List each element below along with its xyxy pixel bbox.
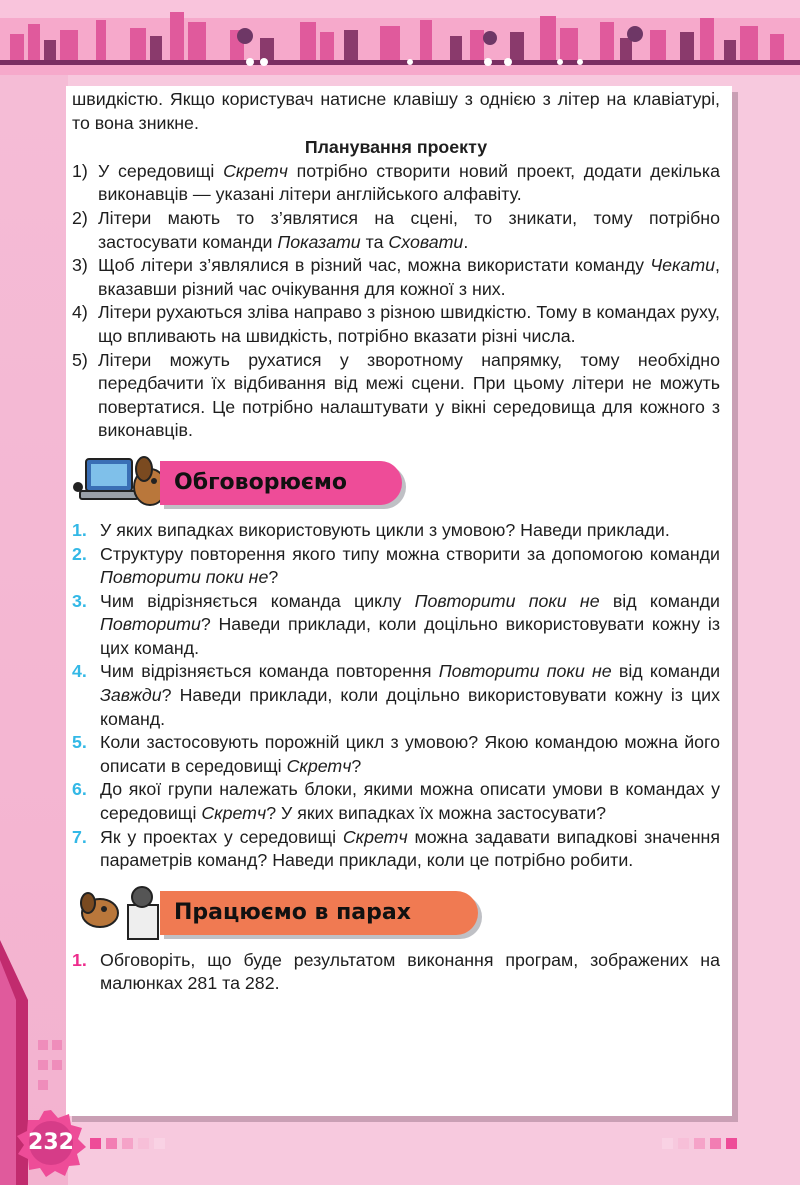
- city-skyline-banner: [0, 0, 800, 75]
- intro-paragraph: швидкістю. Якщо користувач натисне клавішу з однією з літер на клавіатурі, то вона зникне.: [72, 89, 720, 133]
- planning-item: 4) Літери рухаються зліва направо з різною швидкістю. Тому в командах руху, що впливають на швидкість, потрібно вказати різні числа.: [72, 302, 720, 346]
- planning-item: 3) Щоб літери з’являлися в різний час, можна використати команду Чекати, вказавши різний час очікування для кожної з них.: [72, 255, 720, 299]
- discuss-item: 2. Структуру повторення якого типу можна створити за допомогою команди Повторити поки не?: [72, 543, 720, 588]
- planning-item: 1) У середовищі Скретч потрібно створити новий проект, додати декілька виконавців — указані літери англійського алфавіту.: [72, 160, 720, 205]
- discuss-item: 1. У яких випадках використовують цикли з умовою? Наведи приклади.: [72, 519, 670, 540]
- planning-list: [72, 160, 720, 443]
- discuss-item: 6. До якої групи належать блоки, якими можна описати умови в командах у середовищі Скретч? У яких випадках їх можна застосувати?: [72, 779, 720, 824]
- discuss-item: 3. Чим відрізняється команда циклу Повторити поки не від команди Повторити? Наведи приклади, коли доцільно використовувати кожну із цих команд.: [72, 590, 720, 658]
- planning-item: 2) Літери мають то з’являтися на сцені, то зникати, тому потрібно застосувати команди Показати та Сховати.: [72, 207, 720, 252]
- pairs-list: [72, 949, 720, 996]
- page-content: [72, 88, 720, 996]
- discuss-item: 7. Як у проектах у середовищі Скретч можна задавати випадкові значення параметрів команд? Наведи приклади, коли це потрібно робити.: [72, 826, 720, 871]
- pairs-title: Працюємо в парах: [160, 891, 478, 935]
- discuss-title: Обговорюємо: [160, 461, 402, 505]
- pairs-item: 1. Обговоріть, що буде результатом виконання програм, зображених на малюнках 281 та 282.: [72, 949, 720, 994]
- pairs-banner: [72, 883, 720, 945]
- planning-title: Планування проекту: [304, 137, 488, 158]
- discuss-item: 5. Коли застосовують порожній цикл з умовою? Якою командою можна його описати в середовищі Скретч?: [72, 732, 720, 776]
- page-number: 232: [28, 1130, 74, 1155]
- dogs-pair-icon: [72, 883, 172, 945]
- dog-laptop-icon: [72, 453, 172, 515]
- discuss-list: [72, 519, 720, 873]
- discuss-banner: [72, 453, 720, 515]
- planning-item: 5) Літери можуть рухатися у зворотному напрямку, тому необхідно передбачити їх відбивання від межі сцени. При цьому літери не можуть повертатися. Це потрібно налаштувати у вікні середовища для кожного з виконавців.: [72, 349, 720, 441]
- discuss-item: 4. Чим відрізняється команда повторення Повторити поки не від команди Завжди? Наведи приклади, коли доцільно використовувати кожну із цих команд.: [72, 661, 720, 729]
